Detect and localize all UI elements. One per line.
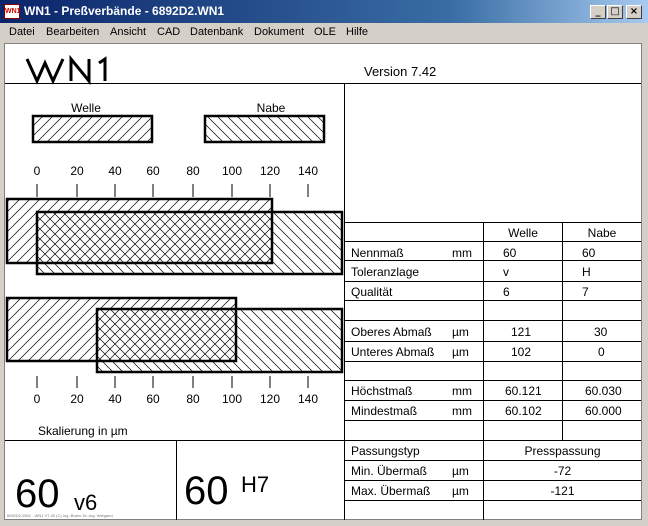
row-label-toleranzlage: Toleranzlage xyxy=(351,265,420,279)
tolerance-diagram xyxy=(5,84,345,440)
menu-hilfe[interactable]: Hilfe xyxy=(346,26,369,38)
bottom-scale-ticks xyxy=(37,376,308,388)
row-label-oberes-abmass: Oberes Abmaß xyxy=(351,325,432,339)
wn1-logo xyxy=(25,55,135,85)
close-button[interactable]: × xyxy=(626,5,642,19)
menu-datei[interactable]: Datei xyxy=(9,26,35,38)
minimize-button[interactable]: _ xyxy=(590,5,606,19)
window-title: WN1 - Preßverbände - 6892D2.WN1 xyxy=(24,4,225,18)
bottom-tick-label-40: 40 xyxy=(108,392,122,406)
row-value-welle: 60.121 xyxy=(505,384,542,398)
menu-cad[interactable]: CAD xyxy=(157,26,181,38)
row-value-welle: 60.102 xyxy=(505,404,542,418)
shaft-tolerance: v6 xyxy=(74,490,98,515)
fit-label-passungstyp: Passungstyp xyxy=(351,444,420,458)
row-value-welle: v xyxy=(503,265,509,279)
row-value-nabe: H xyxy=(582,265,591,279)
table-line xyxy=(344,460,641,461)
col-header-welle: Welle xyxy=(508,226,538,240)
table-line xyxy=(344,361,641,362)
top-tick-label-100: 100 xyxy=(221,164,243,178)
row-value-welle: 6 xyxy=(503,285,510,299)
menu-dokument[interactable]: Dokument xyxy=(254,26,305,38)
fit-value-max-uebermass: -121 xyxy=(550,484,575,498)
top-tick-label-80: 80 xyxy=(186,164,200,178)
legend-welle-label: Welle xyxy=(71,101,101,115)
footer-text: 6892D2.WN1 - WN1 V7.42 (C) Ing.-Buero Dr.-Ing. Wiegand xyxy=(7,513,113,518)
row-value-nabe: 60 xyxy=(582,246,596,260)
version-label: Version 7.42 xyxy=(364,64,437,79)
fit-value-passungstyp: Presspassung xyxy=(524,444,601,458)
row-unit: mm xyxy=(452,404,472,418)
top-scale-ticks xyxy=(37,184,308,197)
top-tick-label-140: 140 xyxy=(297,164,319,178)
row-label-qualitaet: Qualität xyxy=(351,285,393,299)
row-unit: µm xyxy=(452,325,469,339)
row-unit: mm xyxy=(452,246,472,260)
hole-size: 60 xyxy=(184,469,229,513)
bottom-tick-label-20: 20 xyxy=(70,392,84,406)
table-line xyxy=(344,320,641,321)
top-tick-label-40: 40 xyxy=(108,164,122,178)
lower-nabe-bar xyxy=(97,309,342,372)
top-tick-label-120: 120 xyxy=(259,164,281,178)
legend-nabe-box xyxy=(205,116,324,142)
title-bar[interactable] xyxy=(0,0,648,23)
table-line xyxy=(344,400,641,401)
fit-unit: µm xyxy=(452,464,469,478)
table-line xyxy=(344,281,641,282)
bottom-tick-label-100: 100 xyxy=(221,392,243,406)
upper-nabe-bar xyxy=(37,212,342,274)
row-value-nabe: 30 xyxy=(594,325,608,339)
menu-ole[interactable]: OLE xyxy=(314,26,337,38)
legend-nabe-label: Nabe xyxy=(256,101,286,115)
row-value-welle: 102 xyxy=(511,345,532,359)
top-tick-label-20: 20 xyxy=(70,164,84,178)
row-value-nabe: 0 xyxy=(598,345,605,359)
fit-value-min-uebermass: -72 xyxy=(553,464,572,478)
bottom-tick-label-80: 80 xyxy=(186,392,200,406)
table-line xyxy=(344,420,641,421)
table-line xyxy=(344,480,641,481)
bottom-tick-label-60: 60 xyxy=(146,392,160,406)
menu-datenbank[interactable]: Datenbank xyxy=(190,26,244,38)
top-tick-label-0: 0 xyxy=(33,164,41,178)
table-header-line xyxy=(344,222,641,223)
row-unit: µm xyxy=(452,345,469,359)
row-value-welle: 121 xyxy=(511,325,532,339)
bottom-tick-label-0: 0 xyxy=(33,392,41,406)
client-area xyxy=(4,43,642,520)
row-label-nennmass: Nennmaß xyxy=(351,246,404,260)
main-vertical-divider xyxy=(344,83,345,520)
designation-divider xyxy=(5,440,344,441)
shaft-size: 60 xyxy=(15,472,60,516)
table-col-line xyxy=(562,222,563,440)
fit-unit: µm xyxy=(452,484,469,498)
bottom-tick-label-120: 120 xyxy=(259,392,281,406)
app-icon[interactable]: WN1 xyxy=(4,4,20,19)
fit-label-min-uebermass: Min. Übermaß xyxy=(351,464,428,478)
row-label-unteres-abmass: Unteres Abmaß xyxy=(351,345,435,359)
menu-ansicht[interactable]: Ansicht xyxy=(110,26,147,38)
row-label-hoechstmass: Höchstmaß xyxy=(351,384,413,398)
col-header-nabe: Nabe xyxy=(587,226,617,240)
legend-welle-box xyxy=(33,116,152,142)
row-value-welle: 60 xyxy=(503,246,517,260)
menu-bar xyxy=(0,23,648,42)
table-line xyxy=(344,380,641,381)
row-value-nabe: 7 xyxy=(582,285,589,299)
table-line xyxy=(344,500,641,501)
designation-split xyxy=(176,440,177,520)
bottom-tick-label-140: 140 xyxy=(297,392,319,406)
table-line xyxy=(344,440,641,441)
table-line xyxy=(344,300,641,301)
maximize-button[interactable]: □ xyxy=(607,5,623,19)
row-value-nabe: 60.030 xyxy=(585,384,622,398)
hole-tolerance: H7 xyxy=(241,472,270,497)
menu-bearbeiten[interactable]: Bearbeiten xyxy=(46,26,100,38)
scale-label: Skalierung in µm xyxy=(38,424,128,438)
row-unit: mm xyxy=(452,384,472,398)
table-line xyxy=(344,241,641,242)
row-label-mindestmass: Mindestmaß xyxy=(351,404,418,418)
row-value-nabe: 60.000 xyxy=(585,404,622,418)
top-tick-label-60: 60 xyxy=(146,164,160,178)
table-line xyxy=(344,260,641,261)
fit-label-max-uebermass: Max. Übermaß xyxy=(351,484,431,498)
table-line xyxy=(344,341,641,342)
